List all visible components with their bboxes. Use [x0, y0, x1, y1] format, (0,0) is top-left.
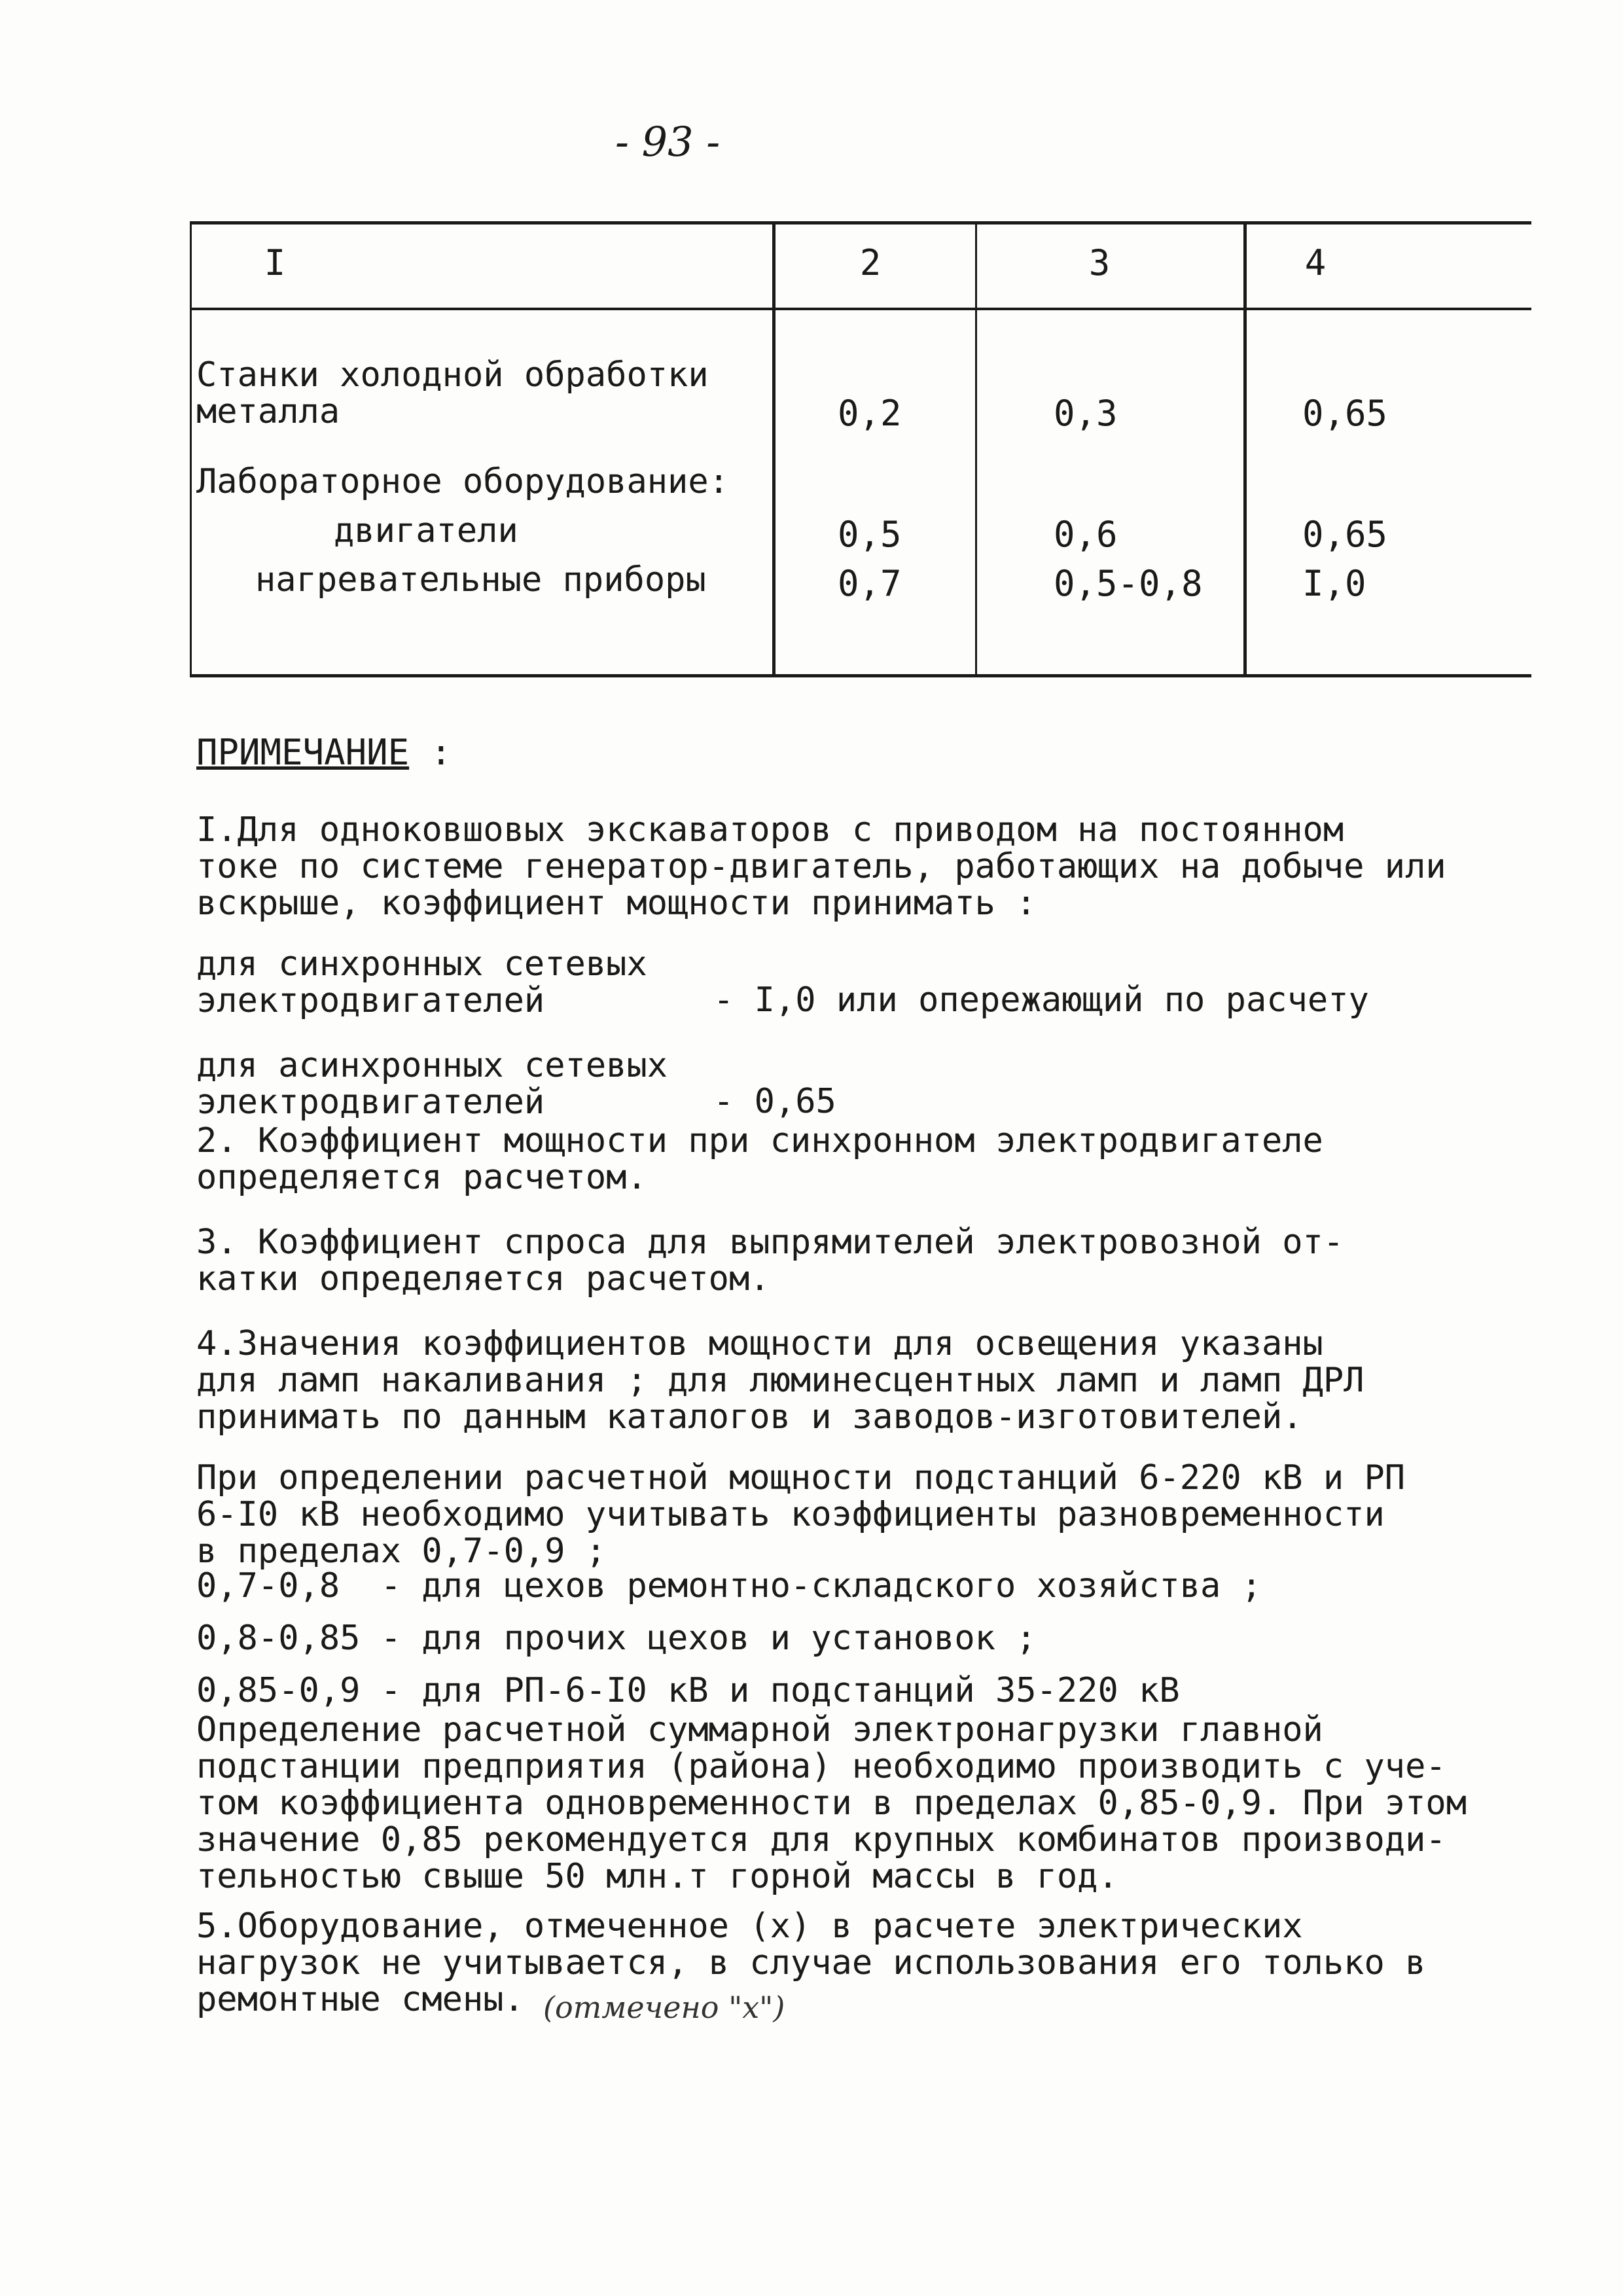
note-title-text: ПРИМЕЧАНИЕ	[196, 732, 410, 773]
coefficient-line-2: 0,8-0,85 - для прочих цехов и установок ;	[196, 1619, 1037, 1658]
table-row-4-col4: I,0	[1302, 563, 1366, 604]
handwritten-annotation: (отмечено "х")	[543, 1990, 785, 2025]
table-row-1-col3: 0,3	[1054, 393, 1118, 434]
table-row-1-label: Станки холодной обработки металла	[196, 355, 709, 431]
table-col-divider-3	[1243, 221, 1247, 676]
table-row-4-label: нагревательные приборы	[255, 560, 706, 600]
async-motors-label: для асинхронных сетевых электродвигателей	[196, 1046, 668, 1122]
table-row-1-col4: 0,65	[1302, 393, 1388, 434]
coefficient-table	[190, 216, 1531, 681]
table-row-3-col3: 0,6	[1054, 514, 1118, 555]
table-row-3-label: двигатели	[334, 511, 518, 550]
note-paragraph-2: 2. Коэффициент мощности при синхронном электродвигателе определяется расчетом.	[196, 1121, 1323, 1197]
table-col-divider-2	[975, 221, 977, 676]
table-row-4-col2: 0,7	[838, 563, 902, 604]
note-paragraph-1: I.Для одноковшовых экскаваторов с приводом на постоянном токе по системе генератор-двигатель, работающих на добыче или вскрыше, коэффициент мощности принимать :	[196, 810, 1446, 923]
table-header-2: 2	[859, 242, 882, 283]
table-header-3: 3	[1088, 242, 1111, 283]
table-left-rule	[190, 221, 192, 676]
page-number: - 93 -	[615, 118, 721, 166]
table-row-3-col2: 0,5	[838, 514, 902, 555]
note-paragraph-7: 5.Оборудование, отмеченное (х) в расчете электрических нагрузок не учитывается, в случае использования его только в ремонтные смены.	[196, 1907, 1426, 2019]
coefficient-line-1: 0,7-0,8 - для цехов ремонтно-складского хозяйства ;	[196, 1566, 1262, 1605]
table-row-1-col2: 0,2	[838, 393, 902, 434]
async-motors-value: - 0,65	[713, 1082, 836, 1121]
table-row-3-col4: 0,65	[1302, 514, 1388, 555]
table-header-rule	[190, 308, 1531, 310]
table-bottom-rule	[190, 674, 1531, 677]
table-header-1: I	[264, 242, 286, 283]
note-paragraph-6: Определение расчетной суммарной электронагрузки главной подстанции предприятия (района) необходимо производить с уче- том коэффициента одновременности в пределах 0,85-0,9. При этом значение 0,85 рекомендуется для крупных комбинатов производи- тельностью свыше 50 млн.т горной массы в год.	[196, 1710, 1467, 1896]
note-paragraph-5: При определении расчетной мощности подстанций 6-220 кВ и РП 6-I0 кВ необходимо учитывать коэффициенты разновременности в пределах 0,7-0,9 ;	[196, 1458, 1406, 1571]
table-row-2-label: Лабораторное оборудование:	[196, 462, 729, 501]
table-col-divider-1	[772, 221, 776, 676]
table-header-4: 4	[1304, 242, 1327, 283]
note-title	[196, 732, 452, 773]
table-top-rule	[190, 221, 1531, 224]
sync-motors-label: для синхронных сетевых электродвигателей	[196, 944, 647, 1020]
sync-motors-value: - I,0 или опережающий по расчету	[713, 980, 1369, 1020]
table-row-4-col3: 0,5-0,8	[1054, 563, 1203, 604]
coefficient-line-3: 0,85-0,9 - для РП-6-I0 кВ и подстанций 35-220 кВ	[196, 1671, 1180, 1710]
note-paragraph-3: 3. Коэффициент спроса для выпрямителей электровозной от- катки определяется расчетом.	[196, 1223, 1344, 1299]
note-paragraph-4: 4.Значения коэффициентов мощности для освещения указаны для ламп накаливания ; для люминесцентных ламп и ламп ДРЛ принимать по данным каталогов и заводов-изготовителей.	[196, 1324, 1364, 1437]
note-title-colon: :	[409, 732, 452, 773]
